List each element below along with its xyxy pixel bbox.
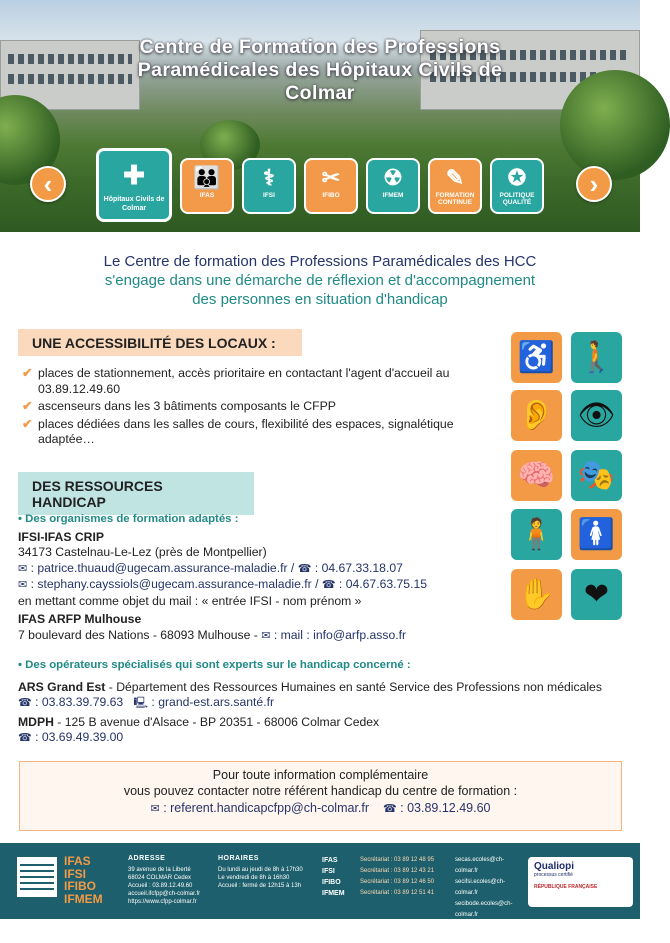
tile-label: IFMEM xyxy=(382,192,404,199)
footer-website[interactable]: https://www.cfpp-colmar.fr xyxy=(128,899,197,905)
contact-line xyxy=(18,695,628,712)
phone-number: : 03.83.39.79.63 xyxy=(31,695,124,709)
next-arrow-button[interactable]: › xyxy=(576,166,612,202)
subheading: • Des organismes de formation adaptés : xyxy=(18,513,239,525)
org-name: MDPH xyxy=(18,714,54,729)
footer-text: 68024 COLMAR Cedex xyxy=(128,875,192,881)
hearing-impaired-icon: 👂 xyxy=(511,390,562,441)
footer-heading: HORAIRES xyxy=(218,855,259,862)
qualiopi-text: Qualiopi xyxy=(534,861,574,872)
footer-text: Secrétariat : 03 89 12 48 95 xyxy=(360,857,435,863)
org-address: 34173 Castelnau-Le-Lez (près de Montpellier) xyxy=(18,545,267,559)
email-icon: ✉ xyxy=(18,562,28,575)
phone-number: : 04.67.63.75.15 xyxy=(335,577,428,591)
footer-email[interactable]: accueil.ifcfpp@ch-colmar.fr xyxy=(128,891,201,897)
footer-text: Secrétariat : 03 89 12 51 41 xyxy=(360,890,435,896)
people-icon: 👪 xyxy=(193,165,221,190)
intro-line: Le Centre de formation des Professions Paramédicales des HCC xyxy=(103,253,537,270)
list-item-text: ascenseurs dans les 3 bâtiments composants le CFPP xyxy=(38,399,337,413)
org-address: 7 boulevard des Nations - 68093 Mulhouse - xyxy=(18,627,262,642)
qualiopi-sub: processus certifié xyxy=(534,872,573,878)
hero-banner xyxy=(0,0,640,232)
footer-text: IFIBO xyxy=(322,879,341,886)
email-link[interactable]: : mail : info@arfp.asso.fr xyxy=(270,627,407,642)
contact-line xyxy=(18,730,628,747)
org-line xyxy=(18,715,628,731)
email-link[interactable]: : patrice.thuaud@ugecam.assurance-maladie.fr / xyxy=(27,560,298,575)
brand-ifas: IFAS xyxy=(64,854,91,868)
footer-text: Accueil : 03.89.12.49.60 xyxy=(128,883,193,889)
org-address: - 125 B avenue d'Alsace - BP 20351 - 68006 Colmar Cedex xyxy=(53,714,380,729)
radiation-icon: ☢ xyxy=(383,165,403,190)
org-line xyxy=(18,680,628,696)
tile-label: IFAS xyxy=(199,192,215,199)
scissors-icon: ✂ xyxy=(321,165,341,190)
phone-number: : 04.67.33.18.07 xyxy=(311,560,403,575)
footer-text: IFMEM xyxy=(322,890,345,897)
quality-badge-icon: ✪ xyxy=(507,165,527,190)
tile-ifmem[interactable] xyxy=(366,158,420,214)
list-item xyxy=(22,366,482,397)
tile-label: FORMATION CONTINUE xyxy=(435,192,475,206)
list-item-text: places de stationnement, accès prioritaire en contactant l'agent d'accueil au 03.89.12.49.60 xyxy=(38,366,450,396)
footer-text: Du lundi au jeudi de 8h à 17h30 xyxy=(218,867,303,873)
check-icon: ✔ xyxy=(22,399,33,413)
contact-line xyxy=(20,801,621,818)
website-link[interactable]: : grand-est.ars.santé.fr xyxy=(148,695,275,709)
footer xyxy=(0,843,640,940)
contact-text: Pour toute information complémentaire xyxy=(212,768,429,782)
list-item xyxy=(22,417,482,448)
phone-number: : 03.69.49.39.00 xyxy=(31,730,124,744)
contact-line xyxy=(18,577,498,594)
tile-ifibo[interactable] xyxy=(304,158,358,214)
footer-text: 39 avenue de la Liberté xyxy=(128,867,191,873)
footer-hours xyxy=(218,855,318,890)
contact-line xyxy=(18,561,498,578)
brand-ifibo: IFIBO xyxy=(64,879,96,893)
org-name: IFAS ARFP Mulhouse xyxy=(18,612,142,626)
intro-line: des personnes en situation d'handicap xyxy=(192,291,448,308)
footer-address xyxy=(128,855,213,906)
title-line: Centre de Formation des Professions xyxy=(139,36,501,58)
intro-line: s'engage dans une démarche de réflexion et d'accompagnement xyxy=(104,272,536,289)
tile-formation-continue[interactable] xyxy=(428,158,482,214)
check-icon: ✔ xyxy=(22,366,33,380)
email-link[interactable]: : referent.handicapcfpp@ch-colmar.fr xyxy=(159,801,370,815)
qr-code-icon[interactable] xyxy=(17,857,57,897)
qualiopi-logo xyxy=(528,857,633,907)
footer-emails xyxy=(455,855,525,943)
title-line: Colmar xyxy=(285,82,355,104)
hospital-logo-icon: ✚ xyxy=(123,160,145,190)
accessibility-list xyxy=(22,366,482,450)
email-link[interactable]: : stephany.cayssiols@ugecam.assurance-maladie.fr / xyxy=(27,577,322,591)
footer-text: IFAS xyxy=(322,857,338,864)
woman-icon: 🚺 xyxy=(571,509,622,560)
list-item xyxy=(22,399,482,415)
brand-ifmem: IFMEM xyxy=(64,891,103,906)
phone-icon: ☎ xyxy=(18,697,32,709)
subheading: • Des opérateurs spécialisés qui sont experts sur le handicap concerné : xyxy=(18,659,411,671)
phone-icon: ☎ xyxy=(382,803,397,815)
computer-icon: 🖳 xyxy=(133,697,149,709)
bent-person-icon: 🧍 xyxy=(511,509,562,560)
page-title xyxy=(60,36,580,105)
email-icon: ✉ xyxy=(18,579,28,591)
footer-text: Le vendredi de 8h à 16h30 xyxy=(218,875,290,881)
caduceus-icon: ⚕ xyxy=(263,165,275,190)
footer-email[interactable]: secas.ecoles@ch-colmar.fr xyxy=(455,857,505,874)
email-icon: ✉ xyxy=(261,629,271,642)
accessibility-heading: UNE ACCESSIBILITÉ DES LOCAUX : xyxy=(18,329,302,356)
republique-francaise: RÉPUBLIQUE FRANÇAISE xyxy=(534,884,598,890)
mail-note: en mettant comme objet du mail : « entrée IFSI - nom prénom » xyxy=(18,593,362,608)
footer-email[interactable]: secifmem.ecoles@ch-colmar.fr xyxy=(455,923,515,940)
check-icon: ✔ xyxy=(22,416,33,431)
tile-label: POLITIQUE QUALITÉ xyxy=(499,192,535,206)
footer-email[interactable]: secifsi.ecoles@ch-colmar.fr xyxy=(455,879,506,896)
resources-heading: DES RESSOURCES HANDICAP xyxy=(18,472,254,515)
footer-text: Accueil : fermé de 12h15 à 13h xyxy=(218,883,302,889)
brand-ifsi: IFSI xyxy=(64,866,87,881)
email-icon: ✉ xyxy=(150,803,160,815)
phone-number: : 03.89.12.49.60 xyxy=(396,801,491,815)
mental-disability-icon: 🧠 xyxy=(511,450,562,501)
footer-brands xyxy=(64,855,103,905)
footer-secretariat xyxy=(360,855,455,899)
tile-label: IFIBO xyxy=(322,192,340,199)
hand-braille-icon: ✋ xyxy=(511,569,562,620)
list-item-text: places dédiées dans les salles de cours, flexibilité des espaces, signalétique adaptée… xyxy=(38,416,454,446)
psychic-mask-icon: 🎭 xyxy=(571,450,622,501)
footer-text: Secrétariat : 03 89 12 43 21 xyxy=(360,868,435,874)
footer-text: IFSI xyxy=(322,868,335,875)
chalkboard-icon: ✎ xyxy=(445,165,465,190)
title-line: Paramédicales des Hôpitaux Civils de xyxy=(137,59,503,81)
footer-email[interactable]: secibode.ecoles@ch-colmar.fr xyxy=(455,901,513,918)
tile-label: Hôpitaux Civils de Colmar xyxy=(103,196,165,212)
footer-institutes xyxy=(322,855,352,899)
tile-ifas[interactable] xyxy=(180,158,234,214)
footer-text: Secrétariat : 03 89 12 46 50 xyxy=(360,879,435,885)
phone-icon: ☎ xyxy=(297,562,312,575)
contact-text: vous pouvez contacter notre référent handicap du centre de formation : xyxy=(123,783,518,798)
footer-heading: ADRESSE xyxy=(128,855,166,862)
resources-section-2 xyxy=(18,658,628,747)
org-name: IFSI-IFAS CRIP xyxy=(18,529,104,544)
tile-ifsi[interactable] xyxy=(242,158,296,214)
phone-icon: ☎ xyxy=(18,732,32,744)
contact-box xyxy=(19,761,622,831)
prev-arrow-button[interactable]: ‹ xyxy=(30,166,66,202)
phone-icon: ☎ xyxy=(321,579,336,591)
resources-section-1 xyxy=(18,512,498,644)
wheelchair-icon: ♿ xyxy=(511,332,562,383)
visually-impaired-icon: 👁 xyxy=(571,390,622,441)
org-description: - Département des Ressources Humaines en santé Service des Professions non médicales xyxy=(105,679,602,694)
tile-hcc[interactable] xyxy=(96,148,172,222)
standing-person-icon: 🚶 xyxy=(571,332,622,383)
tile-politique-qualite[interactable] xyxy=(490,158,544,214)
intro-statement xyxy=(40,252,600,309)
tile-label: IFSI xyxy=(263,192,275,199)
org-name: ARS Grand Est xyxy=(18,679,106,694)
contact-line xyxy=(18,628,498,645)
heart-person-icon: ❤ xyxy=(571,569,622,620)
